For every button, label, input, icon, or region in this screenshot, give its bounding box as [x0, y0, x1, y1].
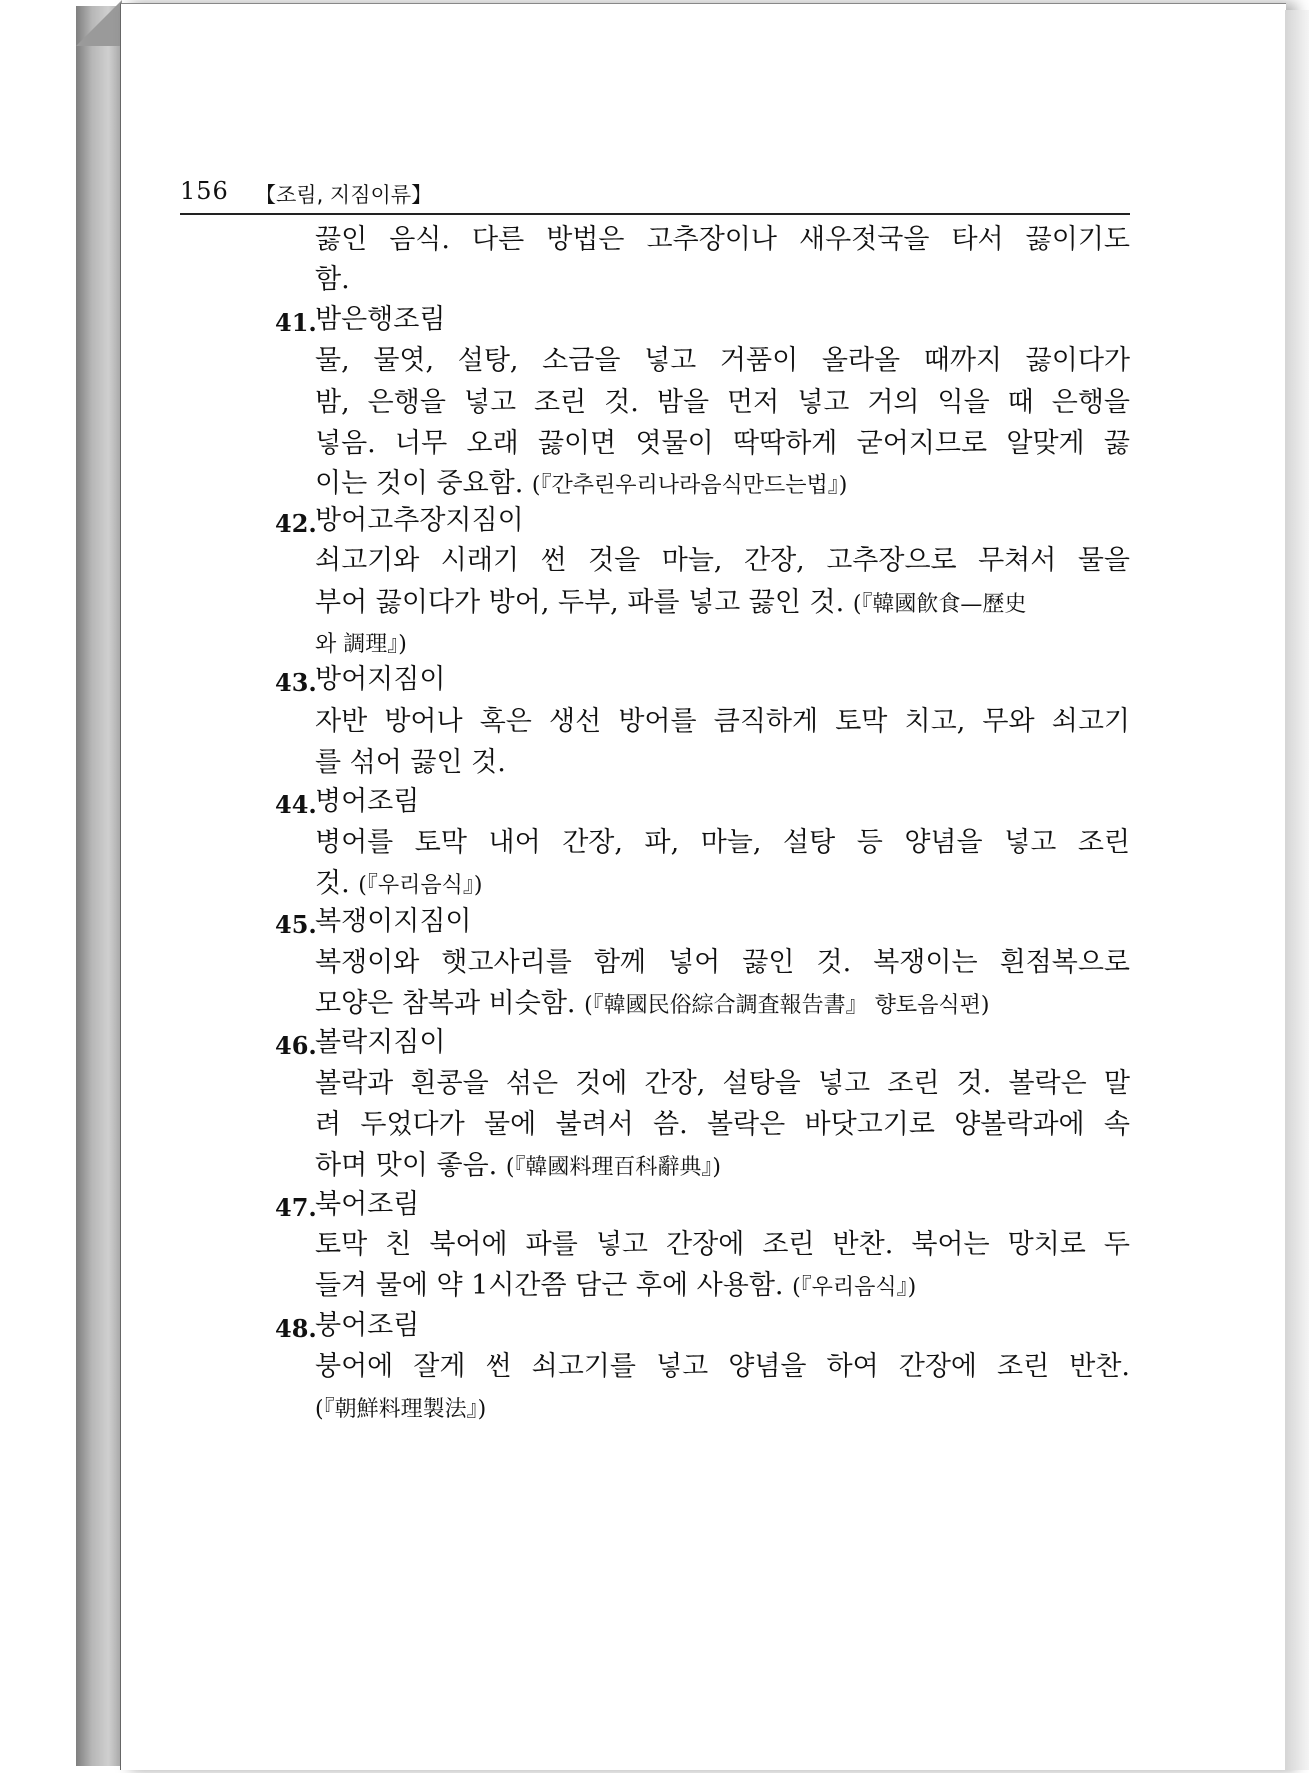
entry-title: 방어고추장지짐이 [315, 505, 524, 536]
entry-number: 46. [275, 1031, 317, 1060]
entry-title: 붕어조림 [315, 1310, 420, 1341]
intro-line-1: 끓인 음식. 다른 방법은 고추장이나 새우젓국을 타서 끓이기도 [315, 224, 1130, 255]
entry-line: 자반 방어나 혹은 생선 방어를 큼직하게 토막 치고, 무와 쇠고기 [315, 706, 1130, 737]
entry-title: 밤은행조림 [315, 304, 446, 335]
entry-text: 들겨 물에 약 1시간쯤 담근 후에 사용함. [315, 1270, 793, 1301]
entry-title: 볼락지짐이 [315, 1027, 446, 1058]
entry-line [315, 1148, 1130, 1186]
entry-title: 병어조림 [315, 786, 420, 817]
entry-number: 48. [275, 1314, 317, 1343]
book-edge [76, 6, 123, 1766]
page-header [180, 175, 1130, 215]
entry-line [315, 625, 1130, 663]
page-number: 156 [180, 177, 229, 205]
source-citation: (『韓國飮食—歷史 [852, 592, 1027, 617]
entry-line [315, 986, 1130, 1024]
entry-number: 42. [275, 509, 317, 538]
entry-line [315, 585, 1130, 623]
entry-line: 물, 물엿, 설탕, 소금을 넣고 거품이 올라올 때까지 끓이다가 [315, 345, 1130, 376]
entry-number: 45. [275, 910, 317, 939]
book-corner [76, 0, 122, 46]
entry-line: 병어를 토막 내어 간장, 파, 마늘, 설탕 등 양념을 넣고 조린 [315, 827, 1130, 858]
section-title: 【조림, 지짐이류】 [255, 183, 433, 207]
source-citation: (『우리음식』) [792, 1275, 917, 1300]
entry-text: 것. [315, 868, 359, 899]
source-citation: (『우리음식』) [358, 873, 483, 898]
source-citation: 와 調理』) [315, 632, 407, 657]
entry-line [315, 466, 1130, 504]
source-citation: (『간추린우리나라음식만드는법』) [531, 473, 848, 498]
entry-line [315, 1268, 1130, 1306]
entry-number: 43. [275, 668, 317, 697]
entry-line: 볼락과 흰콩을 섞은 것에 간장, 설탕을 넣고 조린 것. 볼락은 말 [315, 1068, 1130, 1099]
source-citation: (『韓國料理百科辭典』) [505, 1155, 721, 1180]
intro-line-2: 함. [315, 264, 350, 295]
entry-line [315, 866, 1130, 904]
entry-line: 복쟁이와 햇고사리를 함께 넣어 끓인 것. 복쟁이는 흰점복으로 [315, 947, 1130, 978]
entry-text: 이는 것이 중요함. [315, 468, 532, 499]
entry-line: 쇠고기와 시래기 썬 것을 마늘, 간장, 고추장으로 무쳐서 물을 [315, 545, 1130, 576]
entry-number: 47. [275, 1193, 317, 1222]
entry-line: 를 섞어 끓인 것. [315, 747, 506, 778]
entry-text: 부어 끓이다가 방어, 두부, 파를 넣고 끓인 것. [315, 587, 853, 618]
source-citation: (『韓國民俗綜合調査報告書』 향토음식편) [584, 993, 990, 1018]
entry-line: 밤, 은행을 넣고 조린 것. 밤을 먼저 넣고 거의 익을 때 은행을 [315, 387, 1130, 418]
entry-title: 복쟁이지짐이 [315, 906, 472, 937]
entry-line: 넣음. 너무 오래 끓이면 엿물이 딱딱하게 굳어지므로 알맞게 끓 [315, 428, 1130, 459]
entry-title: 방어지짐이 [315, 664, 446, 695]
entry-number: 41. [275, 308, 317, 337]
entry-line: 붕어에 잘게 썬 쇠고기를 넣고 양념을 하여 간장에 조린 반찬. [315, 1351, 1130, 1382]
entry-line: 토막 친 북어에 파를 넣고 간장에 조린 반찬. 북어는 망치로 두 [315, 1229, 1130, 1260]
entry-line: 려 두었다가 물에 불려서 씀. 볼락은 바닷고기로 양볼락과에 속 [315, 1109, 1130, 1140]
entry-text: 모양은 참복과 비슷함. [315, 988, 585, 1019]
entry-text: 하며 맛이 좋음. [315, 1150, 506, 1181]
entry-title: 북어조림 [315, 1189, 420, 1220]
source-citation: (『朝鮮料理製法』) [315, 1397, 487, 1422]
entry-line [315, 1390, 1130, 1428]
entry-number: 44. [275, 790, 317, 819]
page-shadow [1285, 10, 1309, 1770]
